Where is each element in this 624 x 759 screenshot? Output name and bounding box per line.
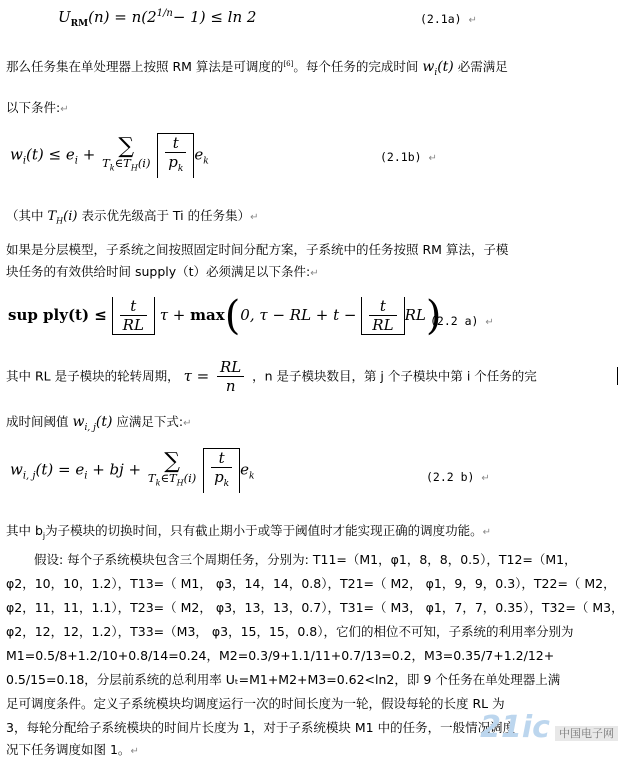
- paragraph-example-line-2: φ2，10，10，1.2），T13=（ M1， φ3，14，14，0.8），T21=（ M2， φ1，9，9，0.3），T22=（ M2，: [6, 576, 616, 591]
- equation-number-2-2b: (2.2 b) ↵: [426, 470, 490, 484]
- paragraph-hierarchical-line2: 块任务的有效供给时间 supply（t）必须满足以下条件:↵: [6, 264, 319, 279]
- equation-2-1a: $U_{RM}(n) = n(2^{1/n}- 1) \le \ln 2$: [58, 8, 257, 29]
- equation-number-2-1b: (2.1b) ↵: [380, 150, 437, 164]
- watermark-logo: 21ic: [480, 710, 550, 745]
- paragraph-switch-time: 其中 $b_j$为子模块的切换时间，只有截止期小于或等于阈值时才能实现正确的调度功能。↵: [6, 523, 492, 541]
- paragraph-example-line-8: 3，每轮分配给子系统模块的时间片长度为 1，对于子系统模块 M1 中的任务，一般情况调度: [6, 720, 516, 735]
- sum-symbol: ∑ $T_k\in T_H(i)$: [102, 133, 151, 173]
- site-watermark: [480, 710, 618, 745]
- paragraph-example-line-6: 0.5/15=0.18，分层前系统的总利用率 Uₜ=M1+M2+M3=0.62<ln2，即 9 个任务在单处理器上满: [6, 672, 561, 687]
- paragraph-example-line-5: M1=0.5/8+1.2/10+0.8/14=0.24，M2=0.3/9+1.1/11+0.7/13=0.2，M3=0.35/7+1.2/12+: [6, 648, 555, 663]
- paragraph-example-line-4: φ2，12，12，1.2），T33=（M3， φ3，15，15，0.8），它们的相位不可知，子系统的利用率分别为: [6, 624, 574, 639]
- paragraph-schedulability: 那么任务集在单处理器上按照 RM 算法是可调度的[6]。每个任务的完成时间 $w_i(t)$ 必需满足: [6, 59, 508, 78]
- paragraph-example-line-1: 假设: 每个子系统模块包含三个周期任务，分别为: T11=（M1，φ1，8，8，0.5），T12=（M1，: [34, 552, 577, 567]
- sum-symbol: ∑ $T_k\in T_H(i)$: [147, 448, 197, 488]
- watermark-tag: 中国电子网: [555, 726, 618, 741]
- paragraph-rl-definition: 其中 RL 是子模块的轮转周期， τ = $\frac{RL}{n}$ ，n 是子模块数目，第 j 个子模块中第 i 个任务的完: [6, 358, 537, 395]
- floor-bracket-1: $\frac{t}{RL}$: [112, 297, 155, 335]
- paragraph-example-line-3: φ2，11，11，1.1），T23=（ M2， φ3，13，13，0.7），T31=（ M3， φ1，7，7，0.35），T32=（ M3，: [6, 600, 624, 615]
- equation-2-1b: $w_i(t) \le e_i$ + ∑ $T_k\in T_H(i)$ $\frac{t}{p_k}$ $e_k$: [10, 133, 209, 178]
- floor-bracket-2: $\frac{t}{RL}$: [361, 297, 404, 335]
- equation-number-2-2a: (2.2 a) ↵: [430, 314, 494, 328]
- ceiling-bracket: $\frac{t}{p_k}$: [203, 448, 240, 493]
- paragraph-hierarchical-line1: 如果是分层模型，子系统之间按照固定时间分配方案，子系统中的任务按照 RM 算法，子模: [6, 242, 509, 257]
- equation-2-2b: $w_{i, j}(t) = e_i$ + bj + ∑ $T_k\in T_H(i)$ $\frac{t}{p_k}$ $e_k$: [10, 448, 255, 493]
- paragraph-th-definition: （其中 $T_H(i)$ 表示优先级高于 Ti 的任务集）↵: [6, 208, 259, 226]
- paragraph-threshold: 成时间阈值 $w_{i, j}(t)$ 应满足下式:↵: [6, 414, 192, 433]
- equation-2-2a: sup ply(t) ≤ $\frac{t}{RL}$ τ + max(0, τ − RL + t − $\frac{t}{RL}$ RL): [8, 293, 442, 339]
- text-cursor: [617, 367, 618, 385]
- ceiling-bracket: $\frac{t}{p_k}$: [157, 133, 194, 178]
- paragraph-conditions-intro: 以下条件:↵: [6, 100, 69, 115]
- paragraph-example-line-7: 足可调度条件。定义子系统模块均调度运行一次的时间长度为一轮，假设每轮的长度 RL 为: [6, 696, 505, 711]
- equation-number-2-1a: (2.1a) ↵: [420, 12, 477, 26]
- paragraph-example-line-9: 况下任务调度如图 1。↵: [6, 742, 139, 757]
